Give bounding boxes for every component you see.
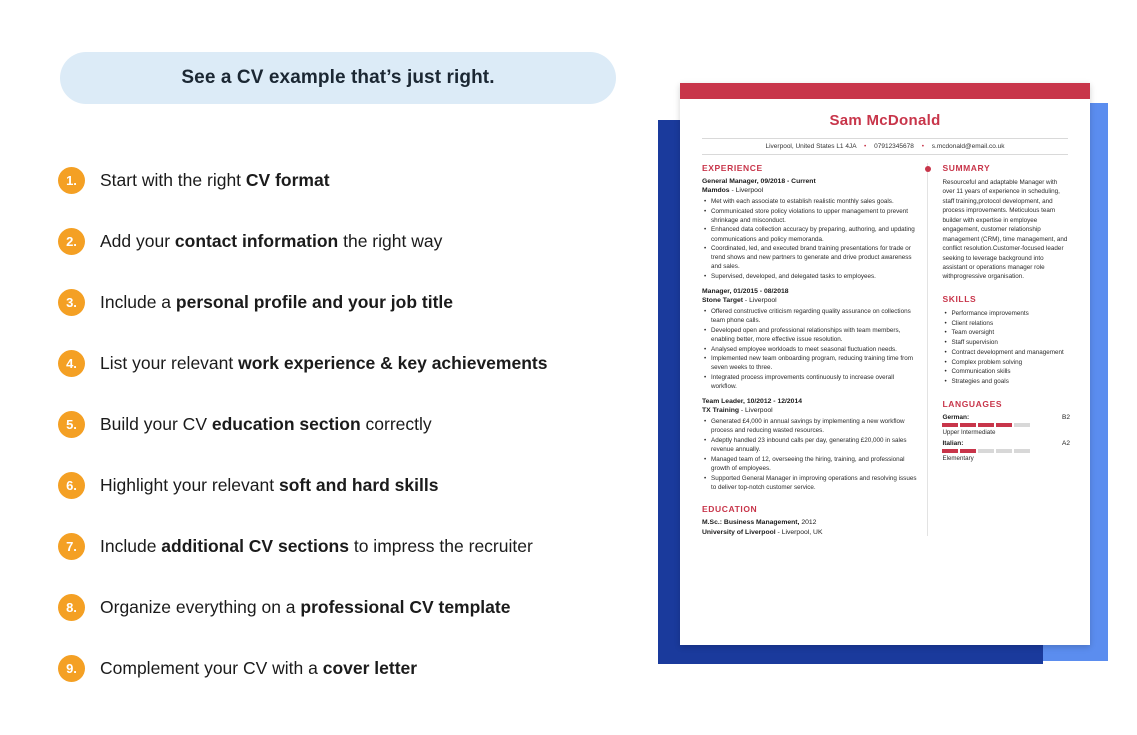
job-bullet: • Adeptly handled 23 inbound calls per day, generating £20,000 in sales revenue annually. — [711, 436, 917, 454]
language-name: Italian: — [942, 439, 964, 447]
skill-item: • Contract development and management — [951, 348, 1070, 358]
headline-text: See a CV example that’s just right. — [181, 67, 495, 88]
rating-segment — [942, 449, 958, 453]
cv-header-bar — [680, 83, 1090, 99]
job-company — [702, 187, 917, 194]
step-label: Organize everything on a professional CV template — [100, 597, 511, 617]
skill-item: • Communication skills — [951, 367, 1070, 377]
job-title: Manager, 01/2015 - 08/2018 — [702, 288, 789, 296]
language-name: German: — [942, 413, 970, 421]
cv-section-title-languages: LANGUAGES — [942, 398, 1003, 409]
education-degree-name: M.Sc.: Business Management, — [702, 518, 800, 526]
list-item — [58, 638, 638, 699]
skill-item: • Team oversight — [951, 328, 1070, 338]
job-company-name: Mamdos — [702, 187, 730, 194]
step-number-badge: 1. — [58, 167, 85, 194]
rating-segment — [1014, 449, 1030, 453]
cv-side-column — [927, 163, 1070, 536]
job-bullets — [702, 417, 917, 492]
cv-experience-entry — [702, 288, 917, 391]
list-item — [58, 577, 638, 638]
step-label: Include additional CV sections to impress the recruiter — [100, 536, 533, 556]
cv-experience-entry — [702, 398, 917, 492]
step-label: Build your CV education section correctly — [100, 414, 432, 434]
cv-experience-entry — [702, 178, 917, 281]
skill-item: • Complex problem solving — [951, 358, 1070, 368]
job-bullet: • Enhanced data collection accuracy by preparing, authoring, and updating communications and policy memoranda. — [711, 225, 917, 243]
language-level-label: Upper Intermediate — [942, 428, 996, 436]
rating-segment — [996, 449, 1012, 453]
job-bullet: • Communicated store policy violations to upper management to prevent shrinkage and misconduct. — [711, 207, 917, 225]
job-company-name: Stone Target — [702, 297, 744, 305]
cv-body — [680, 163, 1090, 536]
skill-item: • Staff supervision — [951, 338, 1070, 348]
job-bullet: • Analysed employee workloads to meet seasonal fluctuation needs. — [711, 345, 917, 354]
step-number-badge: 7. — [58, 533, 85, 560]
language-header — [942, 414, 1070, 421]
list-item — [58, 516, 638, 577]
education-degree-year: 2012 — [799, 518, 817, 526]
step-number-badge: 3. — [58, 289, 85, 316]
rating-segment — [978, 423, 994, 427]
job-company — [702, 407, 917, 414]
job-company-name: TX Training — [702, 407, 740, 415]
step-number-badge: 4. — [58, 350, 85, 377]
headline-banner — [60, 52, 616, 104]
job-title: Team Leader, 10/2012 - 12/2014 — [702, 398, 803, 406]
list-item — [58, 272, 638, 333]
rating-segment — [942, 423, 958, 427]
summary-text: Resourceful and adaptable Manager with over 11 years of experience in scheduling, staff training,protocol development, and process improvements. Meticulous team builder with expertise in employee engagement, customer relationship management (CRM), time management, and conflict resolution.Customer-focused leader seeking to leverage background into assistant or operations manager role withprogressive organisation. — [942, 179, 1068, 281]
contact-separator-icon: • — [921, 143, 924, 150]
step-label: Complement your CV with a cover letter — [100, 658, 418, 678]
job-company-location: - Liverpool — [739, 407, 773, 415]
cv-contact-location: Liverpool, United States L1 4JA — [765, 143, 857, 150]
job-bullet: • Managed team of 12, overseeing the hiring, training, and professional growth of employees. — [711, 455, 917, 473]
rating-segment — [960, 449, 976, 453]
job-bullet: • Offered constructive criticism regarding quality assurance on collections team phone calls. — [711, 307, 917, 325]
language-code: B2 — [1062, 413, 1070, 421]
step-number-badge: 9. — [58, 655, 85, 682]
list-item — [58, 150, 638, 211]
cv-candidate-name: Sam McDonald — [829, 112, 941, 129]
education-degree — [702, 519, 917, 526]
step-number-badge: 8. — [58, 594, 85, 621]
job-company-location: - Liverpool — [743, 297, 777, 305]
skill-item: • Client relations — [951, 319, 1070, 329]
steps-list — [58, 150, 638, 699]
skills-list — [942, 309, 1070, 387]
cv-contact-email: s.mcdonald@email.co.uk — [931, 143, 1005, 150]
job-bullet: • Integrated process improvements continuously to increase overall workflow. — [711, 373, 917, 391]
job-bullet: • Generated £4,000 in annual savings by implementing a new workflow process and reducing wasted resources. — [711, 417, 917, 435]
job-bullet: • Supported General Manager in improving operations and resolving issues to deliver top-notch customer service. — [711, 474, 917, 492]
job-title: General Manager, 09/2018 - Current — [702, 178, 816, 185]
education-school-location: - Liverpool, UK — [775, 528, 823, 536]
job-bullet: • Supervised, developed, and delegated tasks to employees. — [711, 272, 917, 281]
contact-separator-icon: • — [864, 143, 867, 150]
language-code: A2 — [1062, 439, 1070, 447]
rating-segment — [978, 449, 994, 453]
cv-section-title-education: EDUCATION — [702, 503, 758, 514]
skill-item: • Strategies and goals — [951, 377, 1070, 387]
job-bullets — [702, 197, 917, 281]
step-number-badge: 2. — [58, 228, 85, 255]
list-item — [58, 333, 638, 394]
rating-segment — [960, 423, 976, 427]
job-bullets — [702, 307, 917, 391]
step-label: Include a personal profile and your job title — [100, 292, 454, 312]
language-rating-bars — [942, 423, 1070, 427]
education-school — [702, 529, 917, 536]
cv-document — [680, 83, 1090, 645]
cv-main-column — [702, 163, 927, 536]
cv-preview — [648, 78, 1118, 678]
cv-section-title-experience: EXPERIENCE — [702, 163, 763, 173]
cv-section-title-skills: SKILLS — [942, 293, 977, 304]
skill-item: • Performance improvements — [951, 309, 1070, 319]
cv-contact-line — [702, 138, 1068, 155]
step-label: Start with the right CV format — [100, 170, 330, 190]
job-bullet: • Implemented new team onboarding program, reducing training time from seven weeks to three. — [711, 354, 917, 372]
language-header — [942, 440, 1070, 447]
step-label: Highlight your relevant soft and hard skills — [100, 475, 439, 495]
list-item — [58, 394, 638, 455]
rating-segment — [996, 423, 1012, 427]
rating-segment — [1014, 423, 1030, 427]
step-label: Add your contact information the right way — [100, 231, 443, 251]
job-bullet: • Coordinated, led, and executed brand training presentations for trade or trend shows and new partners to generate and drive product awareness and sales. — [711, 244, 917, 271]
job-bullet: • Met with each associate to establish realistic monthly sales goals. — [711, 197, 917, 206]
cv-section-title-summary: SUMMARY — [942, 163, 991, 173]
language-level-label: Elementary — [942, 454, 974, 462]
language-entry — [942, 414, 1070, 436]
cv-contact-phone: 07912345678 — [874, 143, 914, 150]
language-entry — [942, 440, 1070, 462]
job-company-location: - Liverpool — [729, 187, 764, 194]
list-item — [58, 211, 638, 272]
language-rating-bars — [942, 449, 1070, 453]
step-label: List your relevant work experience & key achievements — [100, 353, 548, 373]
job-company — [702, 297, 917, 304]
step-number-badge: 6. — [58, 472, 85, 499]
step-number-badge: 5. — [58, 411, 85, 438]
list-item — [58, 455, 638, 516]
job-bullet: • Developed open and professional relationships with team members, enabling better, more effective issue resolution. — [711, 326, 917, 344]
education-school-name: University of Liverpool — [702, 528, 776, 536]
